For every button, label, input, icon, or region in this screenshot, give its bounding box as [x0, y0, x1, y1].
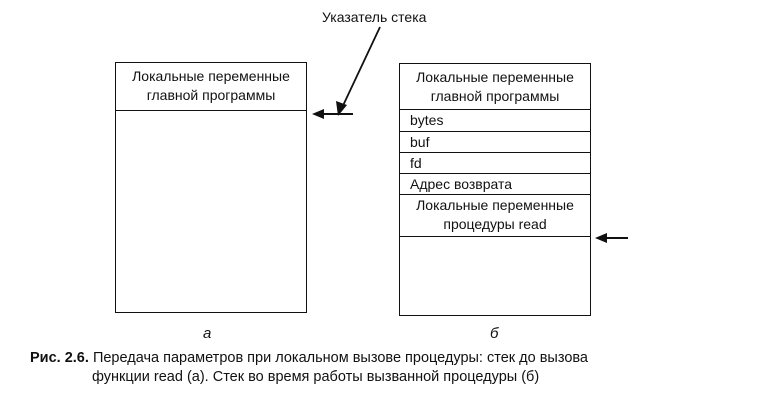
stack-pointer-label: Указатель стека — [322, 9, 427, 25]
stack-b-segment-fd-text: fd — [410, 155, 422, 171]
pointer-leader-line — [340, 27, 380, 112]
stack-b-segment-main-locals-text: Локальные переменные главной программы — [416, 69, 574, 104]
stack-b-segment-buf-text: buf — [410, 134, 430, 150]
stack-a-segment-main-locals-text: Локальные переменные главной программы — [132, 68, 290, 103]
figure-caption-text-line1: Передача параметров при локальном вызове процедуры: стек до вызова — [92, 350, 588, 366]
stack-b-pointer-arrowhead — [595, 233, 607, 243]
stack-b-segment-bytes-text: bytes — [410, 112, 444, 128]
stack-b-segment-read-locals-text: Локальные переменные процедуры read — [416, 197, 574, 232]
diagram-b-label: б — [490, 325, 499, 342]
stack-a-pointer-arrowhead — [312, 109, 324, 119]
figure-caption-text-line2: функции read (а). Стек во время работы вызванной процедуры (б) — [92, 369, 540, 385]
figure-caption-line1 — [30, 349, 588, 368]
figure-caption-prefix: Рис. 2.6. — [30, 350, 89, 366]
diagram-a-label: а — [203, 325, 212, 342]
figure-caption-line2 — [92, 368, 539, 387]
stack-b-segment-return-address-text: Адрес возврата — [410, 176, 513, 192]
